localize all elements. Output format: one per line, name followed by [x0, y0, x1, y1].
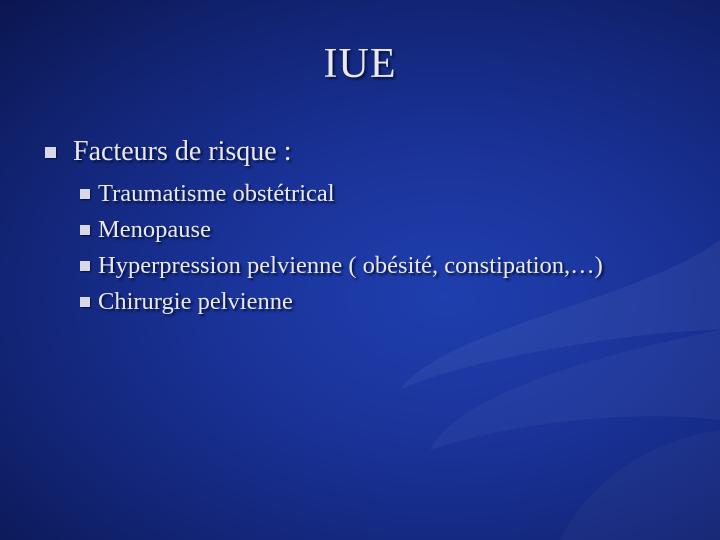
square-bullet-icon	[80, 261, 90, 271]
list-item-text: Chirurgie pelvienne	[98, 288, 293, 315]
list-item	[80, 284, 603, 320]
main-bullet-text: Facteurs de risque :	[73, 136, 292, 167]
list-item-text: Hyperpression pelvienne ( obésité, constipation,…)	[98, 252, 603, 279]
square-bullet-icon	[80, 189, 90, 199]
list-item	[80, 212, 603, 248]
list-item-text: Menopause	[98, 216, 211, 243]
risk-factor-list	[80, 176, 603, 320]
list-item	[80, 176, 603, 212]
square-bullet-icon	[45, 147, 56, 158]
square-bullet-icon	[80, 225, 90, 235]
list-item	[80, 248, 603, 284]
list-item-text: Traumatisme obstétrical	[98, 180, 335, 207]
slide-title: IUE	[323, 41, 397, 87]
main-bullet-item	[45, 136, 292, 168]
square-bullet-icon	[80, 297, 90, 307]
